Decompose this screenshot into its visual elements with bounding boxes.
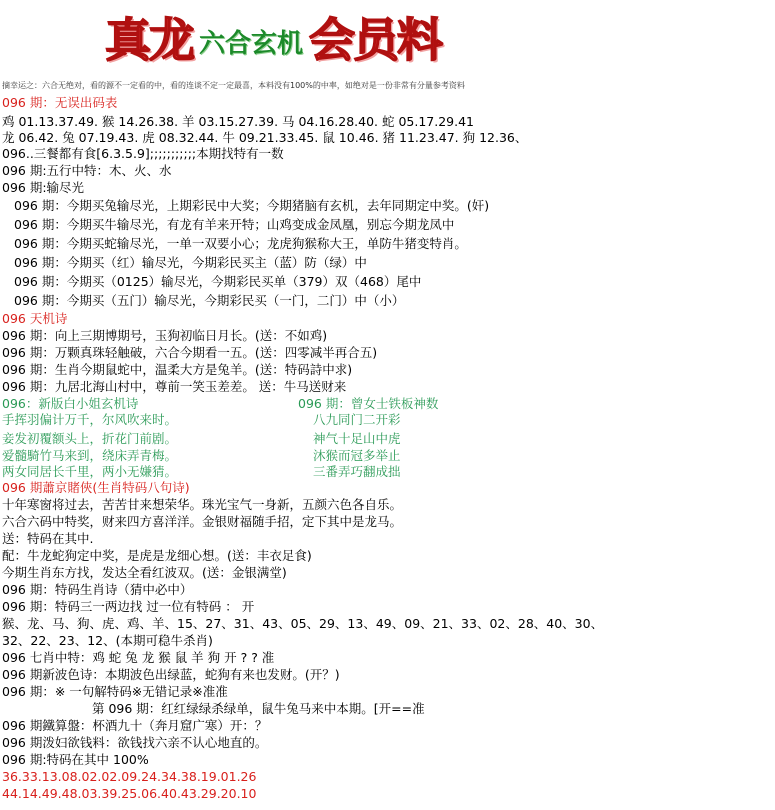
text-line: 096 期：今期买（红）输尽光，今期彩民买主（蓝）防（绿）中 (14, 255, 367, 270)
text-line: 096 期泼妇欲钱料：欲钱找六亲不认心地直的。 (2, 735, 268, 750)
text-line: 096 期：今期买（五门）输尽光，今期彩民买（一门，二门）中（小） (14, 293, 405, 308)
text-line: 096 期：今期买蛇输尽光，一单一双要小心；龙虎狗猴称大王，单防牛猪变特肖。 (14, 236, 467, 251)
text-line: 096 期:输尽光 (2, 180, 85, 195)
text-line: 今期生肖东方找，发达全看红波双。(送：金银满堂) (2, 565, 287, 580)
text-line: 妾发初覆额头上，折花门前剧。 (2, 431, 178, 446)
text-line: 三番弄巧翻成拙 (313, 464, 401, 479)
text-line: 096 期：特码生肖诗（猜中必中） (2, 582, 193, 597)
text-line: 096 期：特码三一两边找 过一位有特码 ： 开 (2, 599, 255, 614)
text-line: 六合六码中特奖，财来四方喜洋洋。金银财福随手招，定下其中是龙马。 (2, 514, 403, 529)
text-line: 沐猴而冠多举止 (313, 448, 401, 463)
banner-title-middle: 六合玄机 (199, 29, 304, 59)
text-line: 第 096 期：红红绿绿杀绿单，鼠牛兔马来中本期。[开==准 (92, 701, 425, 716)
text-line: 鸡 01.13.37.49. 猴 14.26.38. 羊 03.15.27.39. 马 04.16.28.40. 蛇 05.17.29.41 (2, 114, 474, 129)
text-line: 096：新版白小姐玄机诗 (2, 396, 139, 411)
text-line: 096 期：※ 一句解特码※无错记录※准准 (2, 684, 228, 699)
page-banner (105, 6, 441, 68)
text-line: 096 期：向上三期博期号，玉狗初临日月长。(送：不如鸡) (2, 328, 328, 343)
text-line: 096 期:五行中特：木、火、水 (2, 163, 172, 178)
text-line: 096 期：无误出码表 (2, 95, 118, 110)
text-line: 096 期：曾女士铁板神数 (298, 396, 439, 411)
text-line: 两女同居长千里，两小无嫌猜。 (2, 464, 178, 479)
text-line: 096..三餐都有食[6.3.5.9];;;;;;;;;;;本期找特有一数 (2, 146, 284, 161)
text-line: 096 期新波色诗：本期波色出绿蓝，蛇狗有来也发财。(开？) (2, 667, 340, 682)
text-line: 十年寒窗将过去，苦苦甘来想荣华。珠光宝气一身新，五颜六色各自乐。 (2, 497, 403, 512)
text-line: 096 期：今期买（0125）输尽光，今期彩民买单（379）双（468）尾中 (14, 274, 422, 289)
text-line: 八九同门二开彩 (313, 412, 401, 427)
text-line: 爱髓騎竹马来到，绕床弄青梅。 (2, 448, 178, 463)
banner-title-right: 会员料 (309, 13, 442, 67)
text-line: 096 期：九居北海山村中，尊前一笑玉差差。 送：牛马送财来 (2, 379, 347, 394)
disclaimer-text: 摘幸运之：六合无绝对，看的源不一定看的中，看的连谈不定一定最喜，本料没有100%的中率，如绝对是一份非常有分量参考资料 (2, 81, 465, 90)
text-line: 龙 06.42. 兔 07.19.43. 虎 08.32.44. 牛 09.21.33.45. 鼠 10.46. 猪 11.23.47. 狗 12.36、 (2, 130, 528, 145)
text-line: 096 期蕭京賭俠(生肖特码八句诗) (2, 480, 190, 495)
text-line: 神气十足山中虎 (313, 431, 401, 446)
text-line: 096 期：今期买兔输尽光，上期彩民中大奖；今期猪脑有玄机，去年同期定中奖。(奸) (14, 198, 490, 213)
text-line: 配：牛龙蛇狗定中奖，是虎是龙细心想。(送：丰衣足食) (2, 548, 312, 563)
text-line: 096 期：今期买牛输尽光，有龙有羊来开特；山鸡变成金凤凰，别忘今期龙凤中 (14, 217, 455, 232)
text-line: 猴、龙、马、狗、虎、鸡、羊、15、27、31、43、05、29、13、49、09、21、33、02、28、40、30、 (2, 616, 604, 631)
text-line: 096 天机诗 (2, 311, 68, 326)
text-line: 32、22、23、12、(本期可稳牛杀肖) (2, 633, 213, 648)
text-line: 096 期鐵算盤：杯酒九十（奔月窟广寒）开：？ (2, 718, 268, 733)
text-line: 手挥羽偏计万千，尔风吹来时。 (2, 412, 178, 427)
text-line: 096 七肖中特：鸡 蛇 兔 龙 猴 鼠 羊 狗 开 ? ? 准 (2, 650, 275, 665)
text-line: 096 期:特码在其中 100% (2, 752, 149, 767)
text-line: 送：特码在其中. (2, 531, 94, 546)
text-line: 096 期：万颗真珠轻触破，六合今期看一五。(送：四零减半再合五) (2, 345, 378, 360)
text-line: 36.33.13.08.02.02.09.24.34.38.19.01.26 (2, 769, 257, 784)
banner-title-left: 真龙 (105, 13, 193, 67)
text-line: 096 期：生肖今期鼠蛇中，温柔大方是兔羊。(送：特码詩中求) (2, 362, 353, 377)
text-line: 44.14.49.48.03.39.25.06.40.43.29.20.10 (2, 786, 257, 801)
